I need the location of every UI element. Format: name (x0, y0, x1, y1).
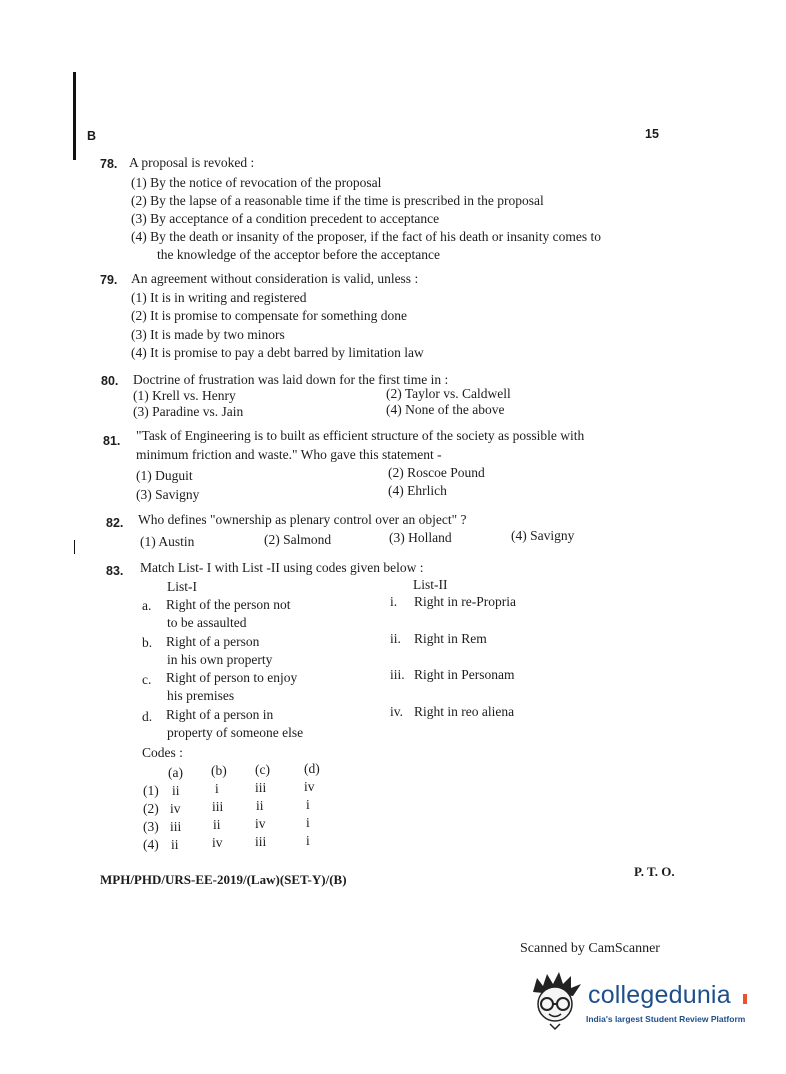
paper-code: MPH/PHD/URS-EE-2019/(Law)(SET-Y)/(B) (100, 872, 347, 887)
option-1: (1) Krell vs. Henry (133, 388, 236, 403)
codes-cell: ii (256, 798, 264, 813)
question-number: 79. (100, 273, 118, 287)
option-2: (2) Taylor vs. Caldwell (386, 386, 511, 401)
codes-cell: iv (212, 835, 223, 850)
list-1-heading: List-I (167, 579, 197, 594)
codes-header: (b) (211, 763, 227, 778)
brand-tagline: India's largest Student Review Platform (586, 1014, 746, 1024)
codes-cell: ii (172, 783, 180, 798)
option-2: (2) Salmond (264, 532, 332, 547)
mascot-icon (527, 970, 585, 1032)
list-2-item-label: iii. (390, 667, 405, 682)
codes-option: (4) (143, 837, 159, 852)
brand-dotcom-mark (743, 994, 747, 1004)
question-number: 80. (101, 374, 119, 388)
list-1-item-label: b. (142, 635, 153, 650)
option-3: (3) Holland (389, 530, 452, 545)
codes-label: Codes : (142, 745, 183, 760)
scan-edge-line (73, 72, 76, 160)
codes-option: (1) (143, 783, 159, 798)
please-turn-over: P. T. O. (634, 864, 675, 879)
list-1-item-text-continued: in his own property (167, 652, 273, 667)
option-1: (1) By the notice of revocation of the proposal (131, 175, 382, 190)
list-2-heading: List-II (413, 577, 448, 592)
page-number: 15 (645, 127, 659, 141)
question-text: An agreement without consideration is valid, unless : (131, 271, 419, 286)
list-1-item-text: Right of a person (166, 634, 260, 649)
list-2-item-label: i. (390, 594, 398, 609)
codes-cell: iv (304, 779, 315, 794)
list-2-item-text: Right in reo aliena (414, 704, 515, 719)
codes-cell: i (306, 833, 310, 848)
option-3: (3) By acceptance of a condition precedent to acceptance (131, 211, 440, 226)
scan-edge-tick (74, 540, 75, 554)
option-4: (4) None of the above (386, 402, 505, 417)
option-4: (4) Savigny (511, 528, 575, 543)
question-number: 83. (106, 564, 124, 578)
codes-cell: iii (255, 780, 267, 795)
list-1-item-text: Right of the person not (166, 597, 291, 612)
codes-cell: ii (213, 817, 221, 832)
list-2-item-text: Right in Personam (414, 667, 515, 682)
question-number: 78. (100, 157, 118, 171)
question-number: 82. (106, 516, 124, 530)
list-1-item-text-continued: property of someone else (167, 725, 304, 740)
option-4: (4) Ehrlich (388, 483, 447, 498)
question-text: Match List- I with List -II using codes given below : (140, 560, 424, 575)
list-2-item-label: iv. (390, 704, 403, 719)
option-3: (3) It is made by two minors (131, 327, 285, 342)
codes-cell: iii (212, 799, 224, 814)
codes-cell: iv (170, 801, 181, 816)
scanned-by-note: Scanned by CamScanner (520, 941, 660, 956)
list-1-item-text: Right of a person in (166, 707, 274, 722)
codes-header: (c) (255, 762, 270, 777)
option-4: (4) By the death or insanity of the proposer, if the fact of his death or insanity comes to (131, 229, 601, 244)
codes-cell: iv (255, 816, 266, 831)
question-text: A proposal is revoked : (129, 155, 255, 170)
set-letter: B (87, 129, 97, 143)
brand-name: collegedunia (588, 981, 731, 1009)
option-2: (2) Roscoe Pound (388, 465, 485, 480)
list-1-item-text: Right of person to enjoy (166, 670, 298, 685)
codes-cell: ii (171, 837, 179, 852)
list-1-item-label: d. (142, 709, 153, 724)
list-2-item-text: Right in Rem (414, 631, 487, 646)
list-2-item-label: ii. (390, 631, 401, 646)
list-1-item-text-continued: his premises (167, 688, 235, 703)
option-4: (4) It is promise to pay a debt barred by limitation law (131, 345, 424, 360)
codes-header: (d) (304, 761, 320, 776)
option-3: (3) Paradine vs. Jain (133, 404, 244, 419)
codes-option: (2) (143, 801, 159, 816)
question-text: Who defines "ownership as plenary control over an object" ? (138, 512, 467, 527)
option-4-continued: the knowledge of the acceptor before the acceptance (157, 247, 440, 262)
list-1-item-text-continued: to be assaulted (167, 615, 247, 630)
option-2: (2) By the lapse of a reasonable time if the time is prescribed in the proposal (131, 193, 544, 208)
codes-header: (a) (168, 765, 183, 780)
option-3: (3) Savigny (136, 487, 200, 502)
option-1: (1) Duguit (136, 468, 193, 483)
list-2-item-text: Right in re-Propria (414, 594, 516, 609)
question-text: Doctrine of frustration was laid down for the first time in : (133, 372, 449, 387)
codes-cell: i (306, 815, 310, 830)
codes-option: (3) (143, 819, 159, 834)
list-1-item-label: c. (142, 672, 152, 687)
question-text-continued: minimum friction and waste." Who gave this statement - (136, 447, 442, 462)
option-2: (2) It is promise to compensate for something done (131, 308, 407, 323)
question-text: "Task of Engineering is to built as efficient structure of the society as possible with (136, 428, 585, 443)
question-number: 81. (103, 434, 121, 448)
codes-cell: i (306, 797, 310, 812)
codes-cell: iii (255, 834, 267, 849)
codes-cell: i (215, 781, 219, 796)
option-1: (1) It is in writing and registered (131, 290, 307, 305)
list-1-item-label: a. (142, 598, 152, 613)
codes-cell: iii (170, 819, 182, 834)
option-1: (1) Austin (140, 534, 195, 549)
